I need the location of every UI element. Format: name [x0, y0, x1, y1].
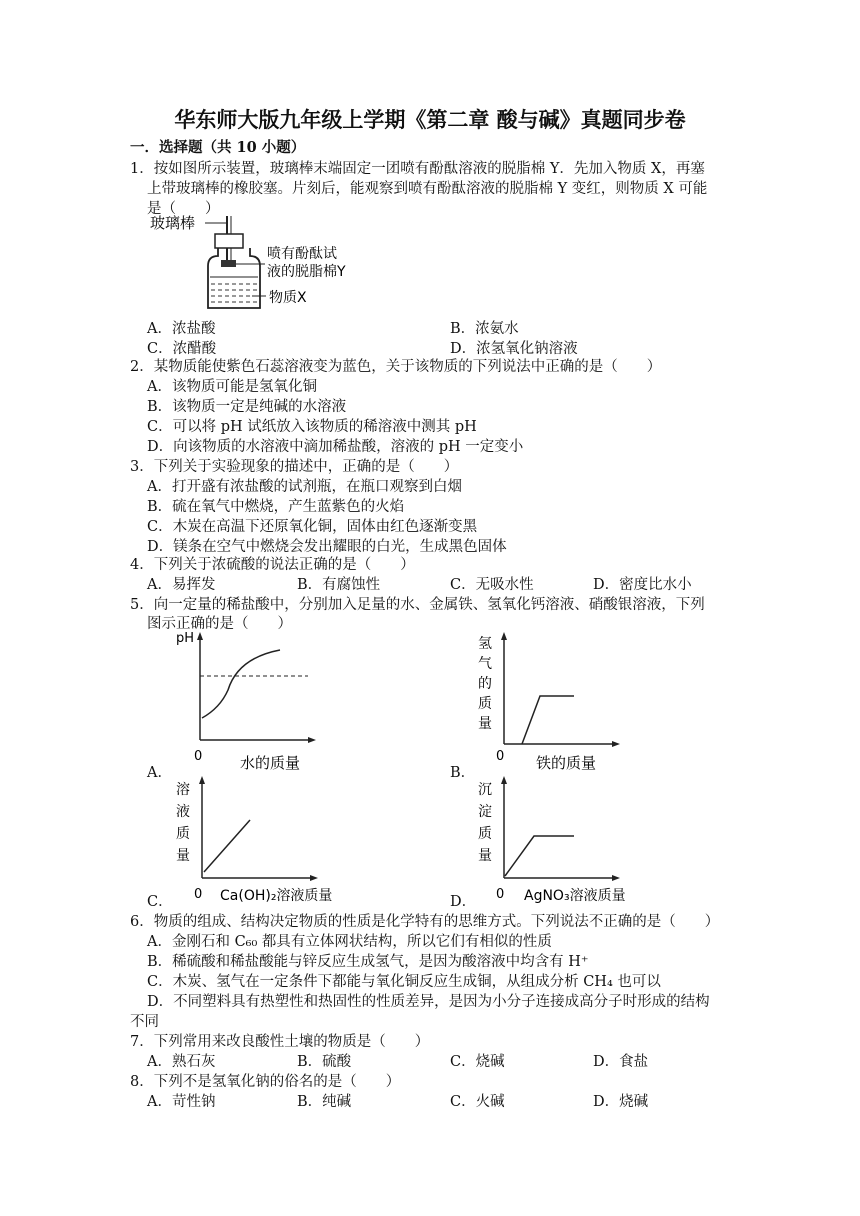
q4-stem: 4．下列关于浓硫酸的说法正确的是（ ）	[130, 557, 415, 573]
q3-option-b: B．硫在氧气中燃烧，产生蓝紫色的火焰	[147, 499, 405, 515]
graph-a-xlabel: 水的质量	[240, 754, 301, 772]
graph-d-ylabel	[478, 782, 492, 864]
q5-graph-a	[170, 630, 320, 775]
q7-option-b: B．硫酸	[297, 1054, 352, 1070]
graph-d-origin: 0	[496, 887, 505, 902]
svg-text:量: 量	[478, 716, 492, 732]
graph-b-origin: 0	[496, 749, 505, 764]
q4-option-a: A．易挥发	[147, 577, 216, 593]
label-substance-x: 物质X	[269, 290, 307, 306]
graph-a-ylabel: pH	[176, 631, 195, 646]
solution-mass-line	[204, 820, 250, 872]
q1-apparatus-figure	[150, 214, 380, 314]
ph-curve	[202, 650, 280, 718]
q5-option-b-letter: B．	[450, 765, 476, 781]
q4-option-c: C．无吸水性	[450, 577, 534, 593]
q3-option-d: D．镁条在空气中燃烧会发出耀眼的白光，生成黑色固体	[147, 539, 507, 555]
graph-c-xlabel: Ca(OH)₂溶液质量	[220, 888, 333, 904]
q5-option-c-letter: C．	[147, 894, 173, 910]
q6-stem: 6．物质的组成、结构决定物质的性质是化学特有的思维方式。下列说法不正确的是（ ）	[130, 914, 720, 930]
section-heading: 一．选择题（共 10 小题）	[130, 139, 306, 156]
q3-option-a: A．打开盛有浓盐酸的试剂瓶，在瓶口观察到白烟	[147, 479, 462, 495]
graph-c-origin: 0	[194, 887, 203, 902]
bottle-diagram	[150, 214, 380, 314]
q1-option-b: B．浓氨水	[450, 321, 519, 337]
q1-option-d: D．浓氢氧化钠溶液	[450, 341, 578, 357]
q1-stem-line2: 上带玻璃棒的橡胶塞。片刻后，能观察到喷有酚酞溶液的脱脂棉 Y 变红，则物质 X 可能	[147, 181, 708, 197]
q7-stem: 7．下列常用来改良酸性土壤的物质是（ ）	[130, 1034, 430, 1050]
q5-stem-line1: 5．向一定量的稀盐酸中，分别加入足量的水、金属铁、氢氧化钙溶液、硝酸银溶液，下列	[130, 597, 705, 613]
q8-option-a: A．苛性钠	[147, 1094, 216, 1110]
q2-option-a: A．该物质可能是氢氧化铜	[147, 379, 317, 395]
q6-option-d-line1: D．不同塑料具有热塑性和热固性的性质差异，是因为小分子连接成高分子时形成的结构	[147, 994, 710, 1010]
graph-b-ylabel	[478, 636, 492, 732]
q2-option-b: B．该物质一定是纯碱的水溶液	[147, 399, 347, 415]
q7-option-d: D．食盐	[593, 1054, 649, 1070]
svg-text:量: 量	[478, 848, 492, 864]
q5-stem-line2: 图示正确的是（ ）	[147, 616, 292, 632]
q3-stem: 3．下列关于实验现象的描述中，正确的是（ ）	[130, 459, 459, 475]
q5-option-a-letter: A．	[147, 765, 172, 781]
q8-stem: 8．下列不是氢氧化钠的俗名的是（ ）	[130, 1074, 401, 1090]
svg-text:气: 气	[478, 656, 492, 672]
graph-b-xlabel: 铁的质量	[536, 754, 597, 772]
q5-graph-d	[474, 774, 654, 909]
label-cotton-line1: 喷有酚酞试	[267, 246, 337, 262]
svg-text:氢: 氢	[478, 636, 492, 652]
q5-graph-b	[474, 630, 624, 775]
q8-option-b: B．纯碱	[297, 1094, 352, 1110]
precipitate-curve	[505, 836, 574, 876]
svg-text:质: 质	[176, 826, 190, 842]
graph-a-origin: 0	[194, 749, 203, 764]
q1-stem-line3: 是（ ）	[147, 201, 220, 217]
q7-option-c: C．烧碱	[450, 1054, 505, 1070]
q2-option-d: D．向该物质的水溶液中滴加稀盐酸，溶液的 pH 一定变小	[147, 439, 524, 455]
q5-option-d-letter: D．	[450, 894, 477, 910]
svg-text:淀: 淀	[478, 804, 492, 820]
q2-stem: 2．某物质能使紫色石蕊溶液变为蓝色，关于该物质的下列说法中正确的是（ ）	[130, 359, 662, 375]
q1-option-a: A．浓盐酸	[147, 321, 216, 337]
graph-d-xlabel: AgNO₃溶液质量	[524, 888, 626, 904]
q4-option-d: D．密度比水小	[593, 577, 692, 593]
q1-option-c: C．浓醋酸	[147, 341, 217, 357]
svg-text:量: 量	[176, 848, 190, 864]
svg-text:的: 的	[478, 676, 492, 692]
q1-stem-line1: 1．按如图所示装置，玻璃棒末端固定一团喷有酚酞溶液的脱脂棉 Y．先加入物质 X，再塞	[130, 161, 705, 177]
svg-text:溶: 溶	[176, 782, 190, 798]
q5-graph-c	[172, 774, 352, 909]
page-title: 华东师大版九年级上学期《第二章 酸与碱》真题同步卷	[174, 107, 686, 132]
label-cotton-line2: 液的脱脂棉Y	[267, 264, 346, 280]
label-glass-rod: 玻璃棒	[150, 214, 196, 232]
q8-option-c: C．火碱	[450, 1094, 505, 1110]
x-axis-arrow	[308, 737, 316, 743]
svg-text:质: 质	[478, 826, 492, 842]
q6-option-d-line2: 不同	[130, 1014, 159, 1030]
hydrogen-curve	[522, 696, 574, 744]
q4-option-b: B．有腐蚀性	[297, 577, 381, 593]
y-axis-arrow	[197, 632, 203, 640]
q2-option-c: C．可以将 pH 试纸放入该物质的稀溶液中测其 pH	[147, 419, 477, 435]
q6-option-a: A．金刚石和 C₆₀ 都具有立体网状结构，所以它们有相似的性质	[147, 934, 552, 950]
q6-option-b: B．稀硫酸和稀盐酸能与锌反应生成氢气，是因为酸溶液中均含有 H⁺	[147, 954, 589, 970]
svg-text:液: 液	[176, 804, 190, 820]
svg-text:质: 质	[478, 696, 492, 712]
svg-text:沉: 沉	[478, 782, 492, 798]
q6-option-c: C．木炭、氢气在一定条件下都能与氧化铜反应生成铜，从组成分析 CH₄ 也可以	[147, 974, 661, 990]
q7-option-a: A．熟石灰	[147, 1054, 216, 1070]
graph-c-ylabel	[176, 781, 190, 864]
q3-option-c: C．木炭在高温下还原氧化铜，固体由红色逐渐变黑	[147, 519, 478, 535]
q8-option-d: D．烧碱	[593, 1094, 649, 1110]
